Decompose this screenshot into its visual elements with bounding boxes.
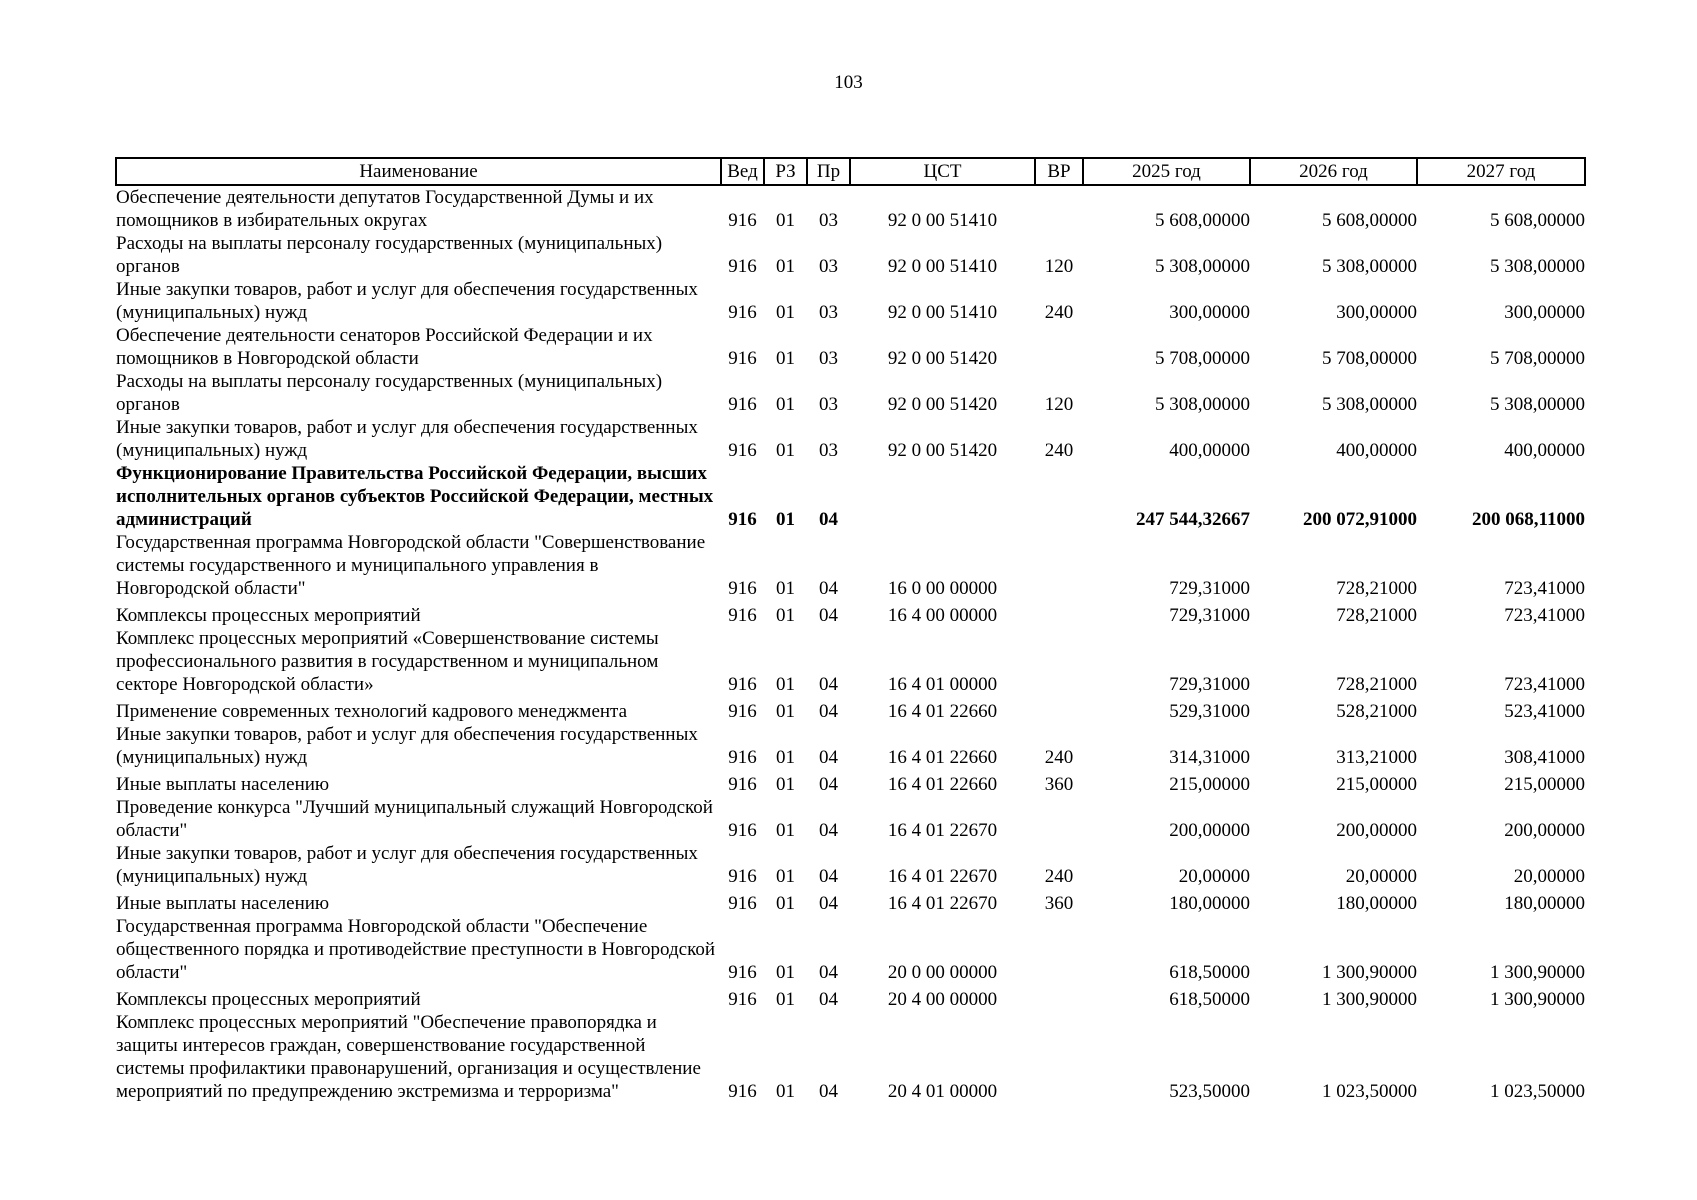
budget-table [115, 157, 1586, 1103]
row-cst-cell: 16 4 01 00000 [887, 674, 998, 695]
row-cst-cell: 16 4 01 22660 [887, 774, 998, 795]
row-2026-cell: 200,00000 [1336, 820, 1417, 841]
row-ved-cell: 916 [728, 210, 757, 231]
row-cst-cell: 16 4 00 00000 [887, 605, 998, 626]
row-name-cell: Комплекс процессных мероприятий «Совершенствование системы профессионального развития в государственном и муниципальном секторе Новгородской области» [116, 628, 659, 695]
table-row [116, 627, 1585, 696]
row-ved-cell: 916 [728, 893, 757, 914]
row-2027-cell: 20,00000 [1513, 866, 1585, 887]
row-ved-cell: 916 [728, 674, 757, 695]
row-2025-cell: 215,00000 [1169, 774, 1250, 795]
row-2027-cell: 300,00000 [1504, 302, 1585, 323]
row-2026-cell: 1 023,50000 [1322, 1081, 1417, 1102]
row-cst-cell: 16 4 01 22670 [887, 866, 998, 887]
header-cst: ЦСТ [850, 158, 1035, 185]
row-vr-cell [1035, 1011, 1083, 1103]
row-vr-cell: 240 [1044, 866, 1074, 887]
table-row [116, 600, 1585, 627]
row-ved-cell: 916 [728, 578, 757, 599]
row-2025-cell: 5 608,00000 [1155, 210, 1250, 231]
row-cst-cell: 92 0 00 51420 [887, 394, 998, 415]
row-ved-cell: 916 [728, 1081, 757, 1102]
row-rz-cell: 01 [776, 578, 795, 599]
row-ved-cell: 916 [728, 605, 757, 626]
row-2027-cell: 723,41000 [1504, 674, 1585, 695]
table-row [116, 278, 1585, 324]
row-vr-cell [1035, 462, 1083, 531]
table-body [116, 185, 1585, 1103]
row-ved-cell: 916 [728, 440, 757, 461]
row-2025-cell: 400,00000 [1169, 440, 1250, 461]
table-row [116, 915, 1585, 984]
row-rz-cell: 01 [776, 701, 795, 722]
row-2025-cell: 618,50000 [1169, 989, 1250, 1010]
table-row [116, 984, 1585, 1011]
row-pr-cell: 03 [819, 348, 838, 369]
row-ved-cell: 916 [728, 256, 757, 277]
row-2026-cell: 728,21000 [1336, 674, 1417, 695]
row-name-cell: Государственная программа Новгородской области "Обеспечение общественного порядка и противодействие преступности в Новгородской области" [116, 916, 716, 983]
row-2027-cell: 5 708,00000 [1490, 348, 1585, 369]
row-name-cell: Иные закупки товаров, работ и услуг для обеспечения государственных (муниципальных) нужд [116, 843, 698, 887]
row-2025-cell: 529,31000 [1169, 701, 1250, 722]
table-row [116, 888, 1585, 915]
row-pr-cell: 04 [819, 893, 838, 914]
row-2027-cell: 5 308,00000 [1490, 394, 1585, 415]
row-pr-cell: 03 [819, 302, 838, 323]
row-cst-cell: 20 4 01 00000 [887, 1081, 998, 1102]
row-2027-cell: 523,41000 [1504, 701, 1585, 722]
row-cst-cell: 16 4 01 22670 [887, 820, 998, 841]
row-vr-cell: 120 [1044, 394, 1074, 415]
table-row [116, 842, 1585, 888]
row-name-cell: Расходы на выплаты персоналу государственных (муниципальных) органов [116, 371, 663, 415]
row-2026-cell: 528,21000 [1336, 701, 1417, 722]
row-2025-cell: 300,00000 [1169, 302, 1250, 323]
table-row [116, 185, 1585, 232]
row-cst-cell: 16 4 01 22660 [887, 701, 998, 722]
row-2027-cell: 5 308,00000 [1490, 256, 1585, 277]
row-name-cell: Обеспечение деятельности депутатов Государственной Думы и их помощников в избирательных округах [116, 187, 654, 231]
row-name-cell: Иные выплаты населению [116, 893, 330, 914]
row-rz-cell: 01 [776, 866, 795, 887]
header-2027: 2027 год [1417, 158, 1585, 185]
row-2025-cell: 729,31000 [1169, 578, 1250, 599]
row-ved-cell: 916 [728, 962, 757, 983]
row-2026-cell: 5 608,00000 [1322, 210, 1417, 231]
row-pr-cell: 04 [819, 1081, 838, 1102]
row-2026-cell: 728,21000 [1336, 605, 1417, 626]
row-2027-cell: 180,00000 [1504, 893, 1585, 914]
table-row [116, 416, 1585, 462]
row-rz-cell: 01 [776, 747, 795, 768]
row-2027-cell: 1 300,90000 [1490, 962, 1585, 983]
table-row [116, 769, 1585, 796]
row-pr-cell: 04 [819, 578, 838, 599]
row-ved-cell: 916 [728, 866, 757, 887]
header-2026: 2026 год [1250, 158, 1417, 185]
row-2027-cell: 723,41000 [1504, 578, 1585, 599]
row-2025-cell: 5 708,00000 [1155, 348, 1250, 369]
row-pr-cell: 04 [819, 509, 838, 530]
row-cst-cell: 92 0 00 51420 [887, 440, 998, 461]
row-vr-cell [1035, 324, 1083, 370]
row-rz-cell: 01 [776, 989, 795, 1010]
row-2025-cell: 729,31000 [1169, 674, 1250, 695]
row-2027-cell: 400,00000 [1504, 440, 1585, 461]
row-2027-cell: 1 300,90000 [1490, 989, 1585, 1010]
row-rz-cell: 01 [776, 394, 795, 415]
row-2025-cell: 729,31000 [1169, 605, 1250, 626]
row-pr-cell: 04 [819, 747, 838, 768]
row-rz-cell: 01 [776, 440, 795, 461]
header-2025: 2025 год [1083, 158, 1250, 185]
row-2026-cell: 728,21000 [1336, 578, 1417, 599]
row-2026-cell: 313,21000 [1336, 747, 1417, 768]
row-2026-cell: 1 300,90000 [1322, 989, 1417, 1010]
row-name-cell: Применение современных технологий кадрового менеджмента [116, 701, 628, 722]
row-ved-cell: 916 [728, 820, 757, 841]
row-2025-cell: 314,31000 [1169, 747, 1250, 768]
header-pr: Пр [807, 158, 850, 185]
row-rz-cell: 01 [776, 774, 795, 795]
row-rz-cell: 01 [776, 962, 795, 983]
row-vr-cell: 120 [1044, 256, 1074, 277]
header-vr: ВР [1035, 158, 1083, 185]
table-header-row [116, 158, 1585, 185]
row-vr-cell [1035, 185, 1083, 232]
row-2025-cell: 5 308,00000 [1155, 256, 1250, 277]
row-cst-cell: 92 0 00 51410 [887, 302, 998, 323]
row-2026-cell: 5 308,00000 [1322, 256, 1417, 277]
row-pr-cell: 04 [819, 820, 838, 841]
row-vr-cell [1035, 600, 1083, 627]
row-2026-cell: 5 308,00000 [1322, 394, 1417, 415]
row-pr-cell: 03 [819, 440, 838, 461]
row-vr-cell [1035, 627, 1083, 696]
row-cst-cell: 16 4 01 22660 [887, 747, 998, 768]
row-ved-cell: 916 [728, 989, 757, 1010]
table-row [116, 370, 1585, 416]
row-ved-cell: 916 [728, 394, 757, 415]
row-pr-cell: 03 [819, 210, 838, 231]
row-2025-cell: 618,50000 [1169, 962, 1250, 983]
row-rz-cell: 01 [776, 820, 795, 841]
row-2026-cell: 5 708,00000 [1322, 348, 1417, 369]
header-rz: РЗ [764, 158, 807, 185]
row-ved-cell: 916 [728, 701, 757, 722]
row-2027-cell: 5 608,00000 [1490, 210, 1585, 231]
row-rz-cell: 01 [776, 893, 795, 914]
row-2027-cell: 215,00000 [1504, 774, 1585, 795]
row-cst-cell: 92 0 00 51410 [887, 256, 998, 277]
row-ved-cell: 916 [728, 509, 757, 530]
row-ved-cell: 916 [728, 302, 757, 323]
row-pr-cell: 04 [819, 989, 838, 1010]
row-name-cell: Комплексы процессных мероприятий [116, 989, 421, 1010]
row-cst-cell: 16 4 01 22670 [887, 893, 998, 914]
row-name-cell: Иные закупки товаров, работ и услуг для обеспечения государственных (муниципальных) нужд [116, 724, 698, 768]
row-2025-cell: 523,50000 [1169, 1081, 1250, 1102]
row-2025-cell: 180,00000 [1169, 893, 1250, 914]
row-name-cell: Расходы на выплаты персоналу государственных (муниципальных) органов [116, 233, 663, 277]
row-pr-cell: 03 [819, 394, 838, 415]
row-rz-cell: 01 [776, 348, 795, 369]
row-rz-cell: 01 [776, 509, 795, 530]
row-cst-cell: 20 4 00 00000 [887, 989, 998, 1010]
row-2025-cell: 5 308,00000 [1155, 394, 1250, 415]
row-name-cell: Проведение конкурса "Лучший муниципальный служащий Новгородской области" [116, 797, 713, 841]
row-pr-cell: 03 [819, 256, 838, 277]
row-name-cell: Иные закупки товаров, работ и услуг для обеспечения государственных (муниципальных) нужд [116, 417, 698, 461]
row-2027-cell: 200 068,11000 [1472, 509, 1585, 530]
row-pr-cell: 04 [819, 866, 838, 887]
table-row [116, 1011, 1585, 1103]
table-row [116, 324, 1585, 370]
row-rz-cell: 01 [776, 674, 795, 695]
row-2026-cell: 1 300,90000 [1322, 962, 1417, 983]
row-2027-cell: 308,41000 [1504, 747, 1585, 768]
row-name-cell: Обеспечение деятельности сенаторов Российской Федерации и их помощников в Новгородской области [116, 325, 653, 369]
row-cst-cell: 92 0 00 51420 [887, 348, 998, 369]
row-name-cell: Государственная программа Новгородской области "Совершенствование системы государственного и муниципального управления в Новгородской области" [116, 532, 706, 599]
row-ved-cell: 916 [728, 747, 757, 768]
row-vr-cell: 240 [1044, 302, 1074, 323]
row-2026-cell: 215,00000 [1336, 774, 1417, 795]
row-pr-cell: 04 [819, 605, 838, 626]
row-cst-cell: 20 0 00 00000 [887, 962, 998, 983]
row-cst-cell [850, 462, 1035, 531]
row-2026-cell: 300,00000 [1336, 302, 1417, 323]
row-pr-cell: 04 [819, 701, 838, 722]
row-2027-cell: 200,00000 [1504, 820, 1585, 841]
row-vr-cell: 360 [1044, 774, 1074, 795]
table-row [116, 696, 1585, 723]
row-2027-cell: 1 023,50000 [1490, 1081, 1585, 1102]
row-ved-cell: 916 [728, 348, 757, 369]
row-name-cell: Иные закупки товаров, работ и услуг для обеспечения государственных (муниципальных) нужд [116, 279, 698, 323]
row-name-cell: Комплексы процессных мероприятий [116, 605, 421, 626]
page-number: 103 [834, 72, 863, 93]
row-2026-cell: 20,00000 [1345, 866, 1417, 887]
row-vr-cell: 240 [1044, 440, 1074, 461]
row-name-cell: Комплекс процессных мероприятий "Обеспечение правопорядка и защиты интересов граждан, совершенствование государственной системы профилактики правонарушений, организация и осуществление мероприятий по предупреждению экстремизма и терроризма" [116, 1012, 701, 1102]
row-cst-cell: 92 0 00 51410 [887, 210, 998, 231]
row-ved-cell: 916 [728, 774, 757, 795]
row-pr-cell: 04 [819, 962, 838, 983]
table-row [116, 796, 1585, 842]
row-vr-cell [1035, 984, 1083, 1011]
row-vr-cell: 240 [1044, 747, 1074, 768]
row-vr-cell [1035, 696, 1083, 723]
header-name: Наименование [116, 158, 721, 185]
row-vr-cell [1035, 531, 1083, 600]
row-cst-cell: 16 0 00 00000 [887, 578, 998, 599]
row-name-cell: Иные выплаты населению [116, 774, 330, 795]
row-2025-cell: 247 544,32667 [1136, 509, 1250, 530]
row-2025-cell: 20,00000 [1178, 866, 1250, 887]
row-rz-cell: 01 [776, 605, 795, 626]
row-pr-cell: 04 [819, 774, 838, 795]
row-2027-cell: 723,41000 [1504, 605, 1585, 626]
header-ved: Вед [721, 158, 764, 185]
row-2026-cell: 180,00000 [1336, 893, 1417, 914]
row-rz-cell: 01 [776, 1081, 795, 1102]
row-vr-cell [1035, 796, 1083, 842]
table-row [116, 723, 1585, 769]
row-2026-cell: 200 072,91000 [1303, 509, 1417, 530]
row-rz-cell: 01 [776, 210, 795, 231]
row-2026-cell: 400,00000 [1336, 440, 1417, 461]
row-name-cell: Функционирование Правительства Российской Федерации, высших исполнительных органов субъектов Российской Федерации, местных администраций [116, 463, 714, 530]
row-vr-cell: 360 [1044, 893, 1074, 914]
row-rz-cell: 01 [776, 256, 795, 277]
table-row [116, 531, 1585, 600]
row-vr-cell [1035, 915, 1083, 984]
row-rz-cell: 01 [776, 302, 795, 323]
table-row [116, 232, 1585, 278]
row-pr-cell: 04 [819, 674, 838, 695]
row-2025-cell: 200,00000 [1169, 820, 1250, 841]
table-row [116, 462, 1585, 531]
